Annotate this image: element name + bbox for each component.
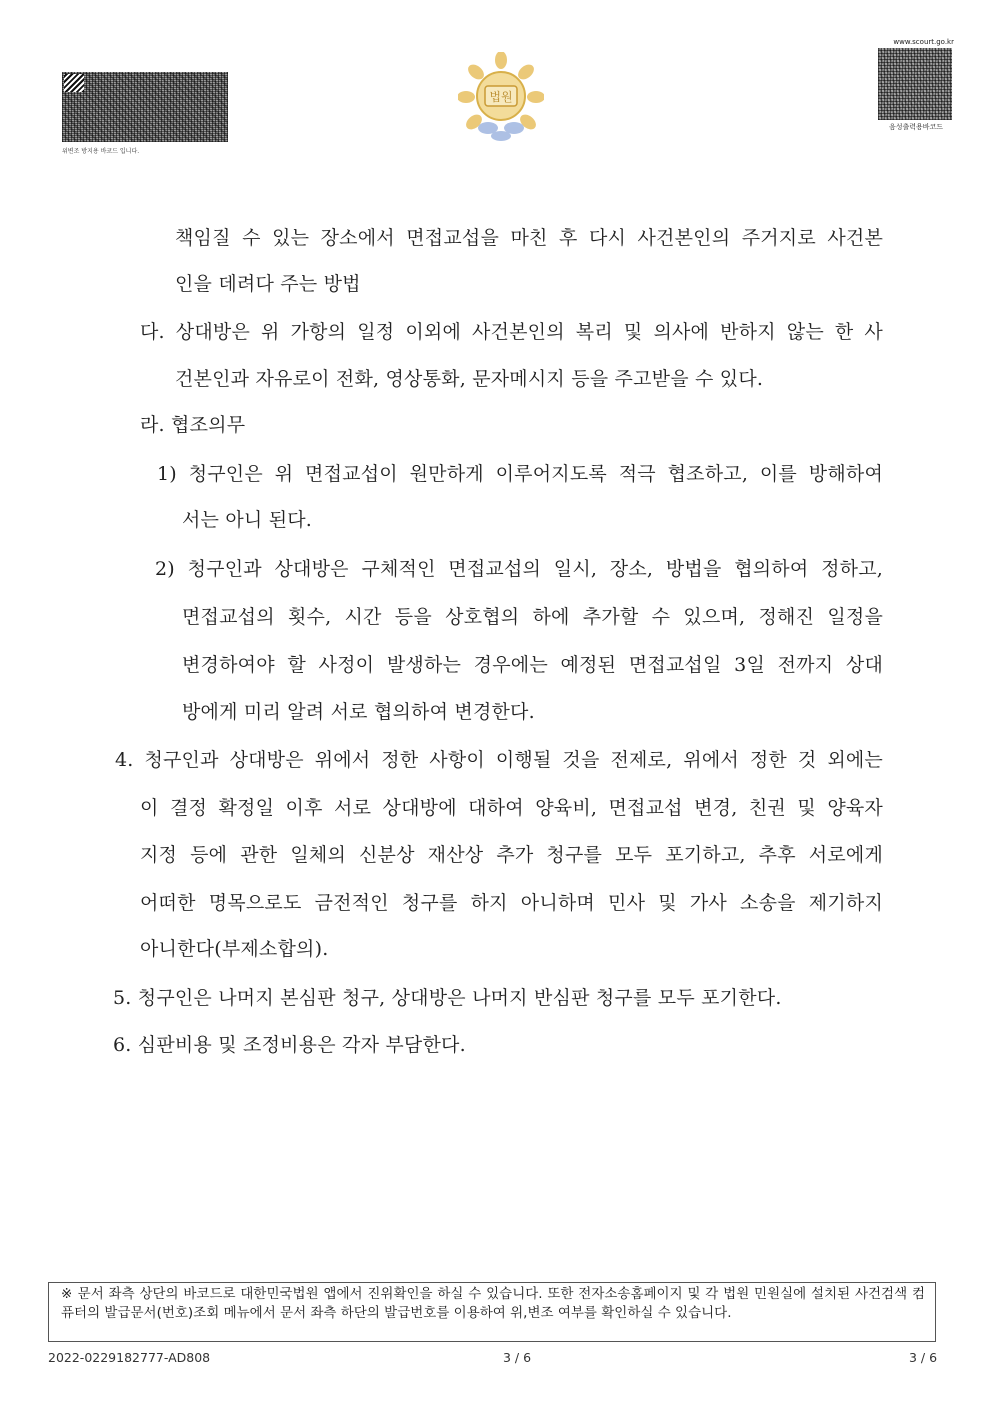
audio-barcode-label: 음성출력용바코드 [888,123,944,131]
body-line: 인을 데려다 주는 방법 [175,273,361,295]
body-line: 지정 등에 관한 일체의 신분상 재산상 추가 청구를 모두 포기하고, 추후 서로에게 [140,844,883,866]
body-line: 책임질 수 있는 장소에서 면접교섭을 마친 후 다시 사건본인의 주거지로 사건본 [175,227,883,249]
qr-pattern [878,48,952,120]
section-heading: 라. 협조의무 [140,414,246,436]
body-line: 방에게 미리 알려 서로 협의하여 변경한다. [182,701,535,723]
body-line: 면접교섭의 횟수, 시간 등을 상호협의 하에 추가할 수 있으며, 정해진 일정을 [182,606,883,628]
barcode-caption: 위변조 방지용 바코드 입니다. [62,148,140,155]
audio-barcode [878,38,954,134]
page-number-right: 3 / 6 [909,1350,938,1365]
verification-notice: ※ 문서 좌측 상단의 바코드로 대한민국법원 앱에서 진위확인을 하실 수 있습니다. 또한 전자소송홈페이지 및 각 법원 민원실에 설치된 사건검색 컴퓨터의 발급문서(번호)조회 메뉴에서 문서 좌측 하단의 발급번호를 이용하여 위,변조 여부를 확인하실 수 있습니다. [48,1282,936,1342]
body-line: 4. 청구인과 상대방은 위에서 정한 사항이 이행될 것을 전제로, 위에서 정한 것 외에는 [115,749,883,771]
court-seal-logo [458,52,544,142]
body-line: 다. 상대방은 위 가항의 일정 이외에 사건본인의 복리 및 의사에 반하지 않는 한 사 [140,321,883,343]
body-line: 건본인과 자유로이 전화, 영상통화, 문자메시지 등을 주고받을 수 있다. [175,368,764,390]
barcode-pattern [62,72,228,142]
body-line: 1) 청구인은 위 면접교섭이 원만하게 이루어지도록 적극 협조하고, 이를 방해하여 [157,463,883,485]
body-line: 5. 청구인은 나머지 본심판 청구, 상대방은 나머지 반심판 청구를 모두 포기한다. [113,987,782,1009]
court-url: www.scourt.go.kr [893,38,954,46]
barcode-corner-mark [64,74,84,92]
body-line: 2) 청구인과 상대방은 구체적인 면접교섭의 일시, 장소, 방법을 협의하여 정하고, [155,558,883,580]
issue-number: 2022-0229182777-AD808 [48,1350,211,1365]
page-number-center: 3 / 6 [503,1350,532,1365]
body-line: 이 결정 확정일 이후 서로 상대방에 대하여 양육비, 면접교섭 변경, 친권 및 양육자 [140,797,883,819]
body-line: 어떠한 명목으로도 금전적인 청구를 하지 아니하며 민사 및 가사 소송을 제기하지 [140,892,883,914]
body-line: 6. 심판비용 및 조정비용은 각자 부담한다. [113,1034,466,1056]
body-line: 변경하여야 할 사정이 발생하는 경우에는 예정된 면접교섭일 3일 전까지 상대 [182,654,883,676]
verification-barcode [62,72,228,155]
seal-text: 법원 [489,90,513,104]
body-line: 아니한다(부제소합의). [140,938,329,960]
body-line: 서는 아니 된다. [182,509,313,531]
